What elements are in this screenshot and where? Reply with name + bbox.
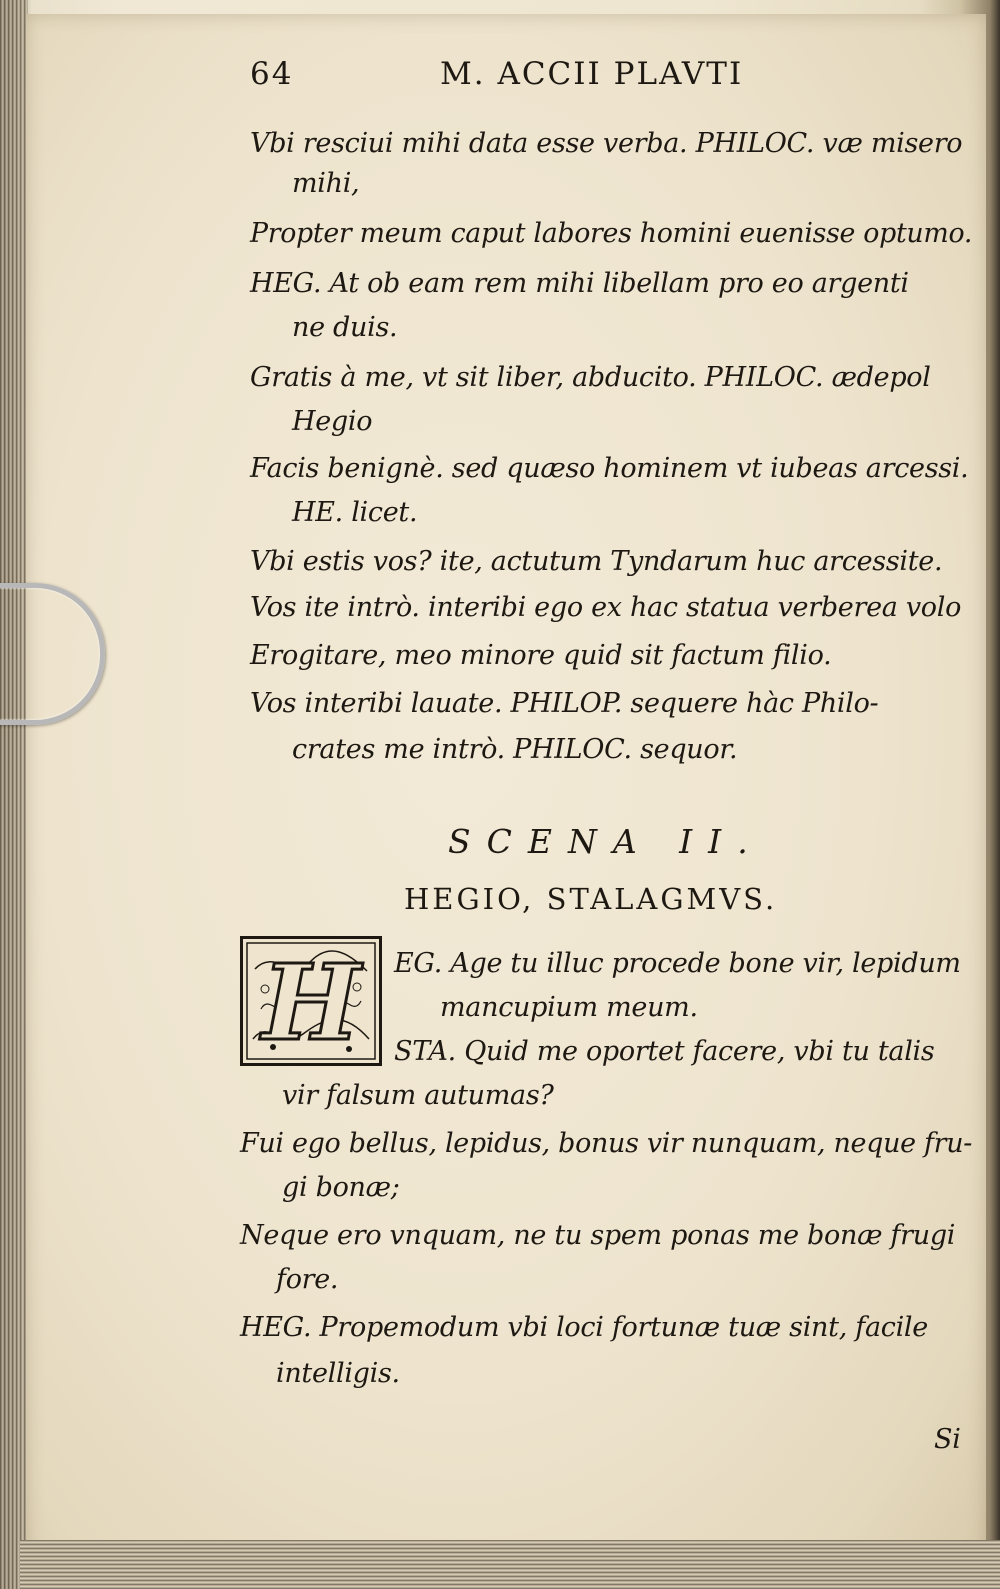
- text-line: HEG. At ob eam rem mihi libellam pro eo argenti: [250, 268, 909, 299]
- initial-letter: H: [262, 941, 360, 1063]
- text-line: crates me intrò. PHILOC. sequor.: [292, 734, 738, 765]
- text-line: Vos ite intrò. interibi ego ex hac statua verberea volo: [250, 592, 962, 623]
- text-line: Propter meum caput labores homini euenisse optumo.: [250, 218, 973, 249]
- text-line: Facis benignè. sed quæso hominem vt iubeas arcessi.: [250, 453, 969, 484]
- text-line: HEG. Propemodum vbi loci fortunæ tuæ sint, facile: [240, 1312, 928, 1343]
- text-line: EG. Age tu illuc procede bone vir, lepidum: [394, 948, 961, 979]
- text-line: Hegio: [292, 406, 373, 437]
- scene-title: SCENA II.: [448, 822, 764, 861]
- text-line: mihi,: [292, 168, 360, 199]
- text-line: HE. licet.: [292, 497, 418, 528]
- text-line: Vbi estis vos? ite, actutum Tyndarum huc arcessite.: [250, 546, 943, 577]
- woodcut-initial-h-icon: [240, 936, 382, 1066]
- catchword: Si: [934, 1424, 961, 1455]
- text-line: STA. Quid me oportet facere, vbi tu talis: [394, 1036, 935, 1067]
- text-line: Vbi resciui mihi data esse verba. PHILOC. væ misero: [250, 128, 963, 159]
- text-line: Gratis à me, vt sit liber, abducito. PHILOC. ædepol: [250, 362, 931, 393]
- scene-persons: HEGIO, STALAGMVS.: [404, 882, 778, 916]
- text-line: Fui ego bellus, lepidus, bonus vir nunquam, neque fru-: [240, 1128, 973, 1159]
- text-line: gi bonæ;: [282, 1172, 400, 1203]
- text-line: mancupium meum.: [440, 992, 698, 1023]
- running-head: M. ACCII PLAVTI: [440, 56, 744, 92]
- text-line: Erogitare, meo minore quid sit factum filio.: [250, 640, 832, 671]
- text-line: vir falsum autumas?: [282, 1080, 554, 1111]
- page-number: 64: [250, 56, 294, 92]
- text-line: intelligis.: [276, 1358, 400, 1389]
- text-line: ne duis.: [292, 312, 398, 343]
- text-line: fore.: [276, 1264, 339, 1295]
- text-line: Neque ero vnquam, ne tu spem ponas me bonæ frugi: [240, 1220, 956, 1251]
- text-line: Vos interibi lauate. PHILOP. sequere hàc Philo-: [250, 688, 879, 719]
